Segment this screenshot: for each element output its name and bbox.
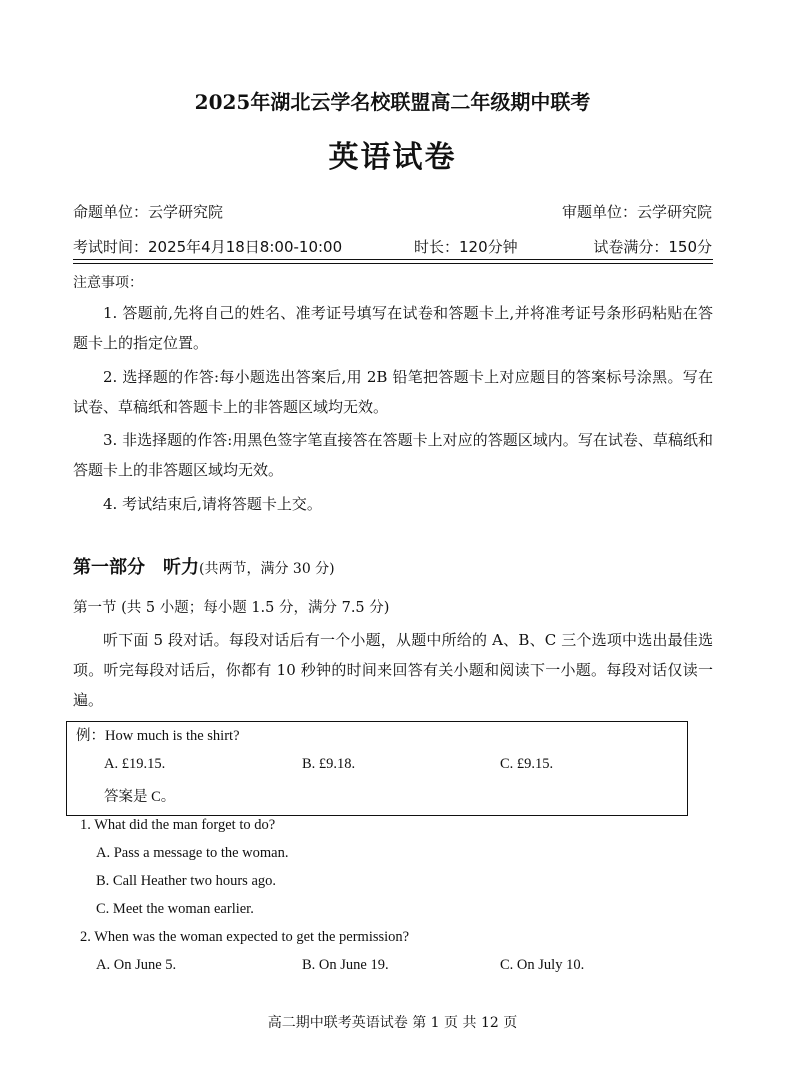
notice-item-3: 3. 非选择题的作答:用黑色签字笔直接答在答题卡上对应的答题区域内。写在试卷、草稿纸和答题卡上的非答题区域均无效。 bbox=[73, 431, 713, 479]
notice-item-4: 4. 考试结束后,请将答题卡上交。 bbox=[103, 495, 322, 513]
subject-title: 英语试卷 bbox=[328, 140, 457, 175]
setter-unit: 命题单位：云学研究院 bbox=[73, 203, 224, 221]
exam-title: 2025年湖北云学名校联盟高二年级期中联考 bbox=[194, 90, 591, 114]
part1-heading-note: (共两节，满分 30 分) bbox=[199, 561, 335, 577]
exam-duration: 时长：120分钟 bbox=[414, 238, 518, 256]
example-question: 例：How much is the shirt? bbox=[76, 728, 240, 744]
header-rule-bottom bbox=[73, 263, 713, 264]
notice-title: 注意事项： bbox=[73, 275, 143, 291]
question-1-option-a: A. Pass a message to the woman. bbox=[96, 845, 289, 861]
example-option-b: B. £9.18. bbox=[302, 756, 356, 772]
reviewer-unit: 审题单位：云学研究院 bbox=[561, 203, 712, 221]
page-footer: 高二期中联考英语试卷 第 1 页 共 12 页 bbox=[267, 1015, 518, 1031]
exam-time: 考试时间：2025年4月18日8:00-10:00 bbox=[73, 238, 343, 256]
question-1-option-c: C. Meet the woman earlier. bbox=[96, 901, 254, 917]
part1-heading bbox=[73, 553, 335, 579]
notice-item-1: 1. 答题前,先将自己的姓名、准考证号填写在试卷和答题卡上,并将准考证号条形码粘贴在答题卡上的指定位置。 bbox=[73, 304, 713, 352]
header-rule-top bbox=[73, 259, 713, 260]
full-score: 试卷满分：150分 bbox=[593, 238, 712, 256]
question-2-option-b: B. On June 19. bbox=[302, 957, 389, 973]
question-1-stem: 1. What did the man forget to do? bbox=[80, 817, 276, 833]
example-answer: 答案是 C。 bbox=[104, 789, 176, 805]
section1-title: 第一节 (共 5 小题；每小题 1.5 分，满分 7.5 分) bbox=[73, 600, 390, 616]
example-option-a: A. £19.15. bbox=[104, 756, 166, 772]
section1-instructions: 听下面 5 段对话。每段对话后有一个小题，从题中所给的 A、B、C 三个选项中选出最佳选项。听完每段对话后，你都有 10 秒钟的时间来回答有关小题和阅读下一小题。每段对话仅读一遍。 bbox=[73, 631, 713, 709]
question-2-option-c: C. On July 10. bbox=[500, 957, 585, 973]
question-1-option-b: B. Call Heather two hours ago. bbox=[96, 873, 277, 889]
question-2-stem: 2. When was the woman expected to get the permission? bbox=[80, 929, 410, 945]
notice-item-2: 2. 选择题的作答:每小题选出答案后,用 2B 铅笔把答题卡上对应题目的答案标号涂黑。写在试卷、草稿纸和答题卡上的非答题区域均无效。 bbox=[73, 368, 713, 416]
part1-heading-text: 第一部分 听力 bbox=[73, 557, 199, 578]
example-option-c: C. £9.15. bbox=[500, 756, 554, 772]
question-2-option-a: A. On June 5. bbox=[96, 957, 177, 973]
